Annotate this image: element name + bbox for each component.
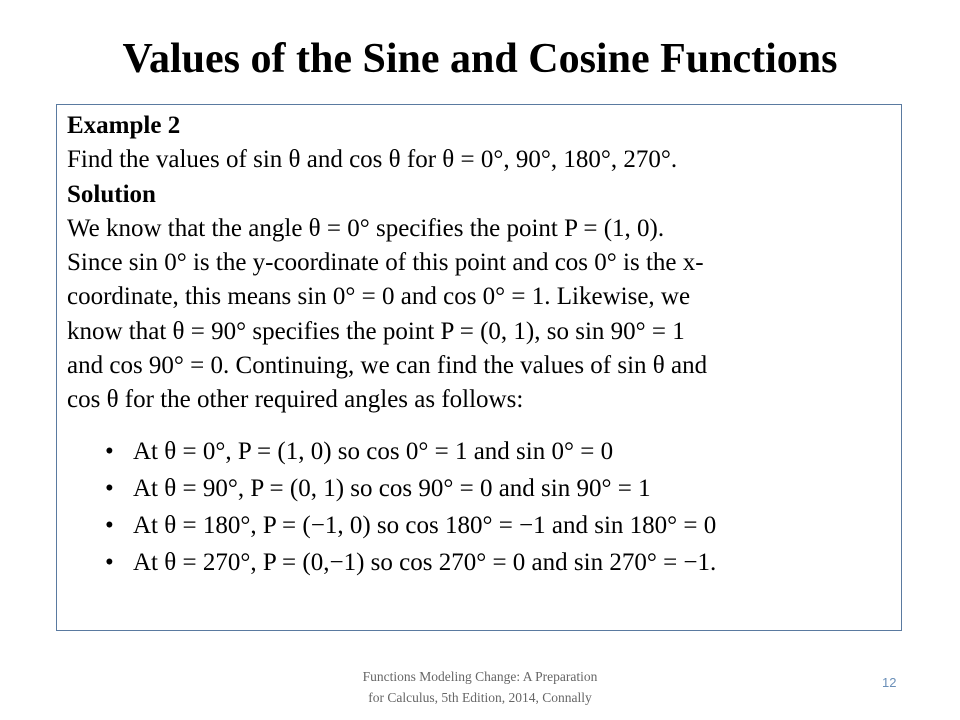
solution-line: Since sin 0° is the y-coordinate of this point and cos 0° is the x- [67, 249, 704, 277]
solution-line: We know that the angle θ = 0° specifies the point P = (1, 0). [67, 214, 665, 242]
example-label: Example 2 [67, 112, 181, 139]
slide-title: Values of the Sine and Cosine Functions [122, 36, 838, 82]
results-list [67, 433, 892, 581]
page-number: 12 [882, 675, 897, 690]
list-item [67, 433, 892, 470]
solution-line: know that θ = 90° specifies the point P = (0, 1), so sin 90° = 1 [67, 317, 685, 345]
question-text: Find the values of sin θ and cos θ for θ = 0°, 90°, 180°, 270°. [67, 146, 678, 174]
footer-line: for Calculus, 5th Edition, 2014, Connally [368, 690, 592, 705]
list-item-text: At θ = 0°, P = (1, 0) so cos 0° = 1 and sin 0° = 0 [133, 437, 614, 465]
bullet-marker: • [105, 511, 114, 539]
list-item-text: At θ = 180°, P = (−1, 0) so cos 180° = −1 and sin 180° = 0 [133, 511, 717, 539]
list-item [67, 544, 892, 581]
solution-line: and cos 90° = 0. Continuing, we can find the values of sin θ and [67, 352, 708, 380]
solution-label: Solution [67, 180, 156, 208]
solution-line: coordinate, this means sin 0° = 0 and cos 0° = 1. Likewise, we [67, 283, 691, 311]
example-content [67, 109, 892, 581]
list-item-text: At θ = 90°, P = (0, 1) so cos 90° = 0 and sin 90° = 1 [133, 474, 651, 502]
bullet-marker: • [105, 474, 114, 502]
list-item [67, 507, 892, 544]
footer-line: Functions Modeling Change: A Preparation [362, 669, 598, 684]
list-item [67, 470, 892, 507]
solution-line: cos θ for the other required angles as follows: [67, 386, 524, 414]
list-item-text: At θ = 270°, P = (0,−1) so cos 270° = 0 and sin 270° = −1. [133, 548, 717, 576]
bullet-marker: • [105, 437, 114, 465]
footer-citation [330, 666, 630, 708]
bullet-marker: • [105, 548, 114, 576]
